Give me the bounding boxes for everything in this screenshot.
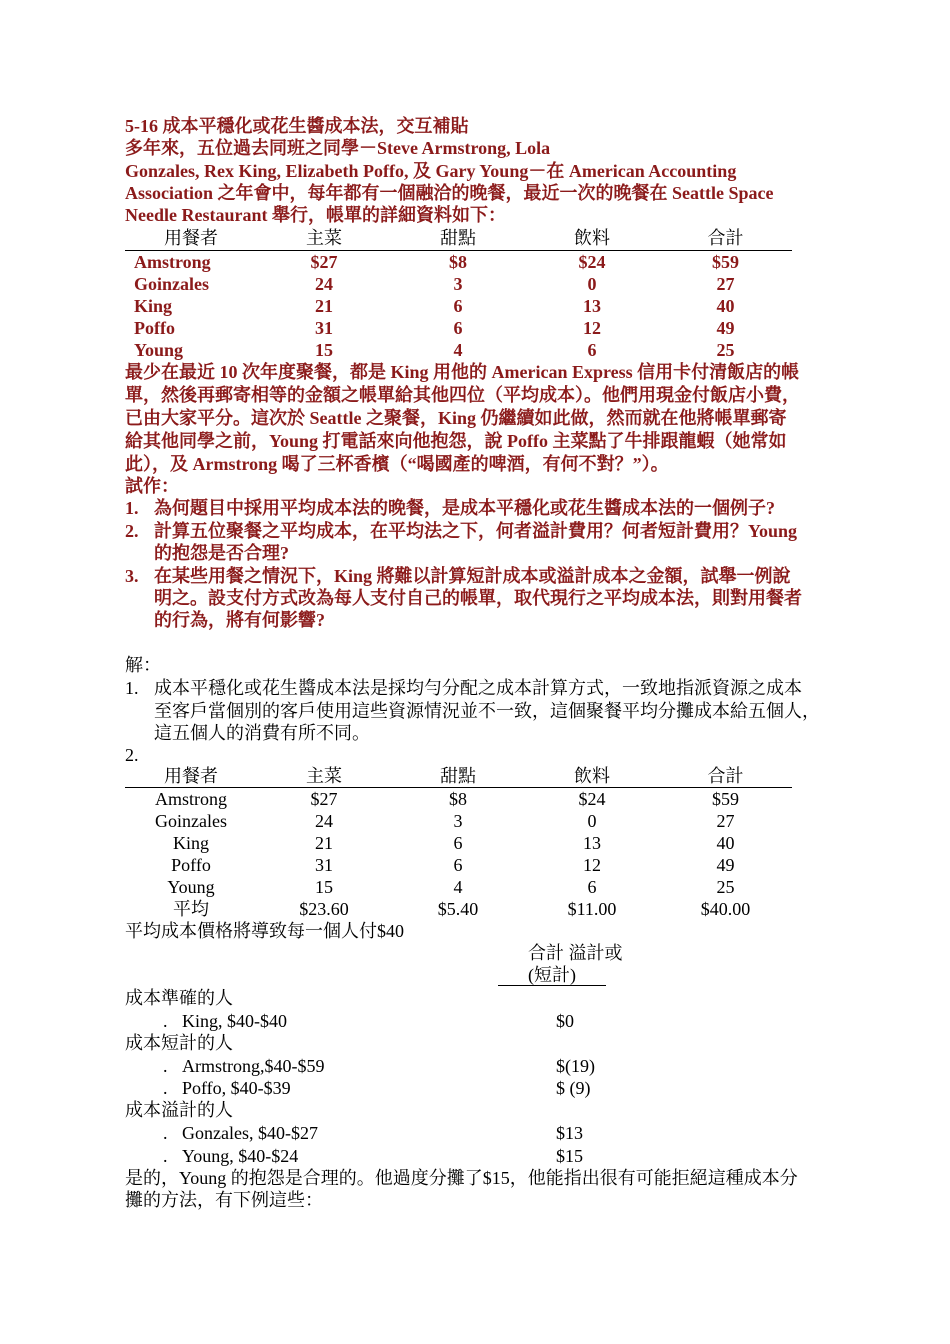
cell-diner: Young: [167, 877, 215, 897]
table-header-row: [125, 765, 792, 787]
cell-diner: 平均: [173, 899, 209, 919]
header-cell: 合計: [707, 766, 744, 786]
cell-dessert: $8: [449, 252, 467, 272]
cell-dessert: 6: [453, 833, 463, 853]
answer-text: 成本平穩化或花生醬成本法是採均勻分配之成本計算方式，一致地指派資源之成本: [154, 678, 802, 698]
cell-entree: $23.60: [299, 899, 349, 919]
cell-total: $59: [712, 789, 739, 809]
question-number: 1.: [125, 498, 139, 518]
table-row: [125, 810, 792, 832]
item-text: Armstrong,$40-$59: [182, 1056, 325, 1076]
problem-title: 5-16 成本平穩化或花生醬成本法，交互補貼: [125, 116, 469, 136]
average-note: 平均成本價格將導致每一個人付$40: [125, 921, 404, 941]
cell-drinks: $24: [578, 252, 606, 272]
answer-number: 2.: [125, 745, 139, 765]
table-header-row: [125, 227, 792, 249]
cell-dessert: 3: [453, 811, 463, 831]
story-line: 單，然後再郵寄相等的金額之帳單給其他四位（平均成本）。他們用現金付飯店小費，: [125, 385, 800, 405]
header-cell: 飲料: [574, 766, 610, 786]
cell-entree: 24: [315, 274, 333, 294]
table-row: [125, 876, 792, 898]
cell-drinks: 13: [583, 833, 601, 853]
header-cell: 甜點: [440, 766, 476, 786]
cell-diner: Poffo: [134, 318, 175, 338]
cell-entree: 21: [315, 833, 333, 853]
header-cell: 用餐者: [164, 228, 218, 248]
item-text: Poffo, $40-$39: [182, 1078, 291, 1098]
table-row: [125, 832, 792, 854]
cell-total: 25: [716, 340, 735, 360]
cell-dessert: 4: [453, 877, 463, 897]
cell-entree: 31: [315, 318, 333, 338]
table-row: [125, 339, 792, 361]
cell-entree: 31: [315, 855, 333, 875]
cell-diner: Amstrong: [134, 252, 211, 272]
question-text: 明之。設支付方式改為每人支付自己的帳單，取代現行之平均成本法，則對用餐者: [154, 588, 802, 608]
cell-entree: $27: [310, 789, 338, 809]
column-rule: [498, 985, 606, 986]
story-line: 已由大家平分。這次於 Seattle 之聚餐，King 仍繼續如此做，然而就在他將帳單郵寄: [125, 408, 787, 428]
cell-diner: Goinzales: [134, 274, 209, 294]
item-value: $13: [556, 1123, 583, 1143]
cell-diner: Amstrong: [155, 789, 227, 809]
answer-text: 至客戶當個別的客戶使用這些資源情況並不一致，這個聚餐平均分攤成本給五個人，: [154, 701, 820, 721]
cell-diner: Poffo: [171, 855, 211, 875]
bullet: .: [163, 1123, 168, 1143]
cell-dessert: 6: [453, 318, 463, 338]
question-text: 計算五位聚餐之平均成本，在平均法之下，何者溢計費用？何者短計費用？Young: [154, 521, 798, 541]
header-cell: 主菜: [306, 766, 342, 786]
item-text: King, $40-$40: [182, 1011, 287, 1031]
cell-entree: 24: [315, 811, 333, 831]
cell-drinks: 6: [587, 877, 597, 897]
cell-dessert: 6: [453, 296, 463, 316]
group-label: 成本短計的人: [125, 1033, 233, 1053]
column-header: 合計 溢計或: [528, 943, 623, 963]
question-text: 的行為，將有何影響?: [154, 610, 325, 630]
column-header: (短計): [528, 965, 576, 985]
cell-total: 40: [716, 296, 735, 316]
answer-number: 1.: [125, 678, 139, 698]
cell-drinks: 0: [587, 274, 597, 294]
question-text: 在某些用餐之情況下，King 將難以計算短計成本或溢計成本之金額，試舉一例說: [154, 566, 791, 586]
intro-line: Association 之年會中，每年都有一個融洽的晚餐，最近一次的晚餐在 Seattle Space: [125, 183, 774, 203]
cell-dessert: $8: [449, 789, 467, 809]
table-row: [125, 295, 792, 317]
story-line: 最少在最近 10 次年度聚餐，都是 King 用他的 American Express 信用卡付清飯店的帳: [125, 362, 800, 382]
group-label: 成本準確的人: [125, 988, 233, 1008]
table-row-average: [125, 898, 792, 920]
answer-text: 這五個人的消費有所不同。: [154, 723, 370, 743]
item-text: Young, $40-$24: [182, 1146, 299, 1166]
cell-entree: 15: [315, 877, 333, 897]
item-value: $15: [556, 1146, 583, 1166]
table-row: [125, 788, 792, 810]
intro-line: Gonzales, Rex King, Elizabeth Poffo, 及 Gary Young－在 American Accounting: [125, 161, 737, 181]
cell-dessert: 4: [453, 340, 463, 360]
cell-total: 49: [716, 318, 735, 338]
cell-total: 40: [716, 833, 735, 853]
table-row: [125, 317, 792, 339]
question-number: 3.: [125, 566, 139, 586]
closing-line: 攤的方法，有下例這些：: [125, 1190, 323, 1210]
cell-total: $40.00: [700, 899, 751, 919]
cell-drinks: 12: [583, 855, 601, 875]
cell-dessert: $5.40: [437, 899, 479, 919]
table-row: [125, 251, 792, 273]
cell-diner: Young: [134, 340, 184, 360]
header-cell: 合計: [707, 228, 744, 248]
cell-total: 27: [716, 811, 735, 831]
bullet: .: [163, 1146, 168, 1166]
cell-drinks: 12: [583, 318, 601, 338]
cell-drinks: $24: [578, 789, 606, 809]
question-text: 的抱怨是否合理?: [154, 543, 289, 563]
story-line: 此），及 Armstrong 喝了三杯香檳（“喝國產的啤酒，有何不對？”）。: [125, 454, 669, 474]
cell-drinks: 0: [587, 811, 597, 831]
cell-total: 25: [716, 877, 735, 897]
cell-diner: King: [173, 833, 209, 853]
item-value: $(19): [556, 1056, 595, 1076]
item-value: $0: [556, 1011, 574, 1031]
cell-total: 27: [716, 274, 735, 294]
story-line: 給其他同學之前，Young 打電話來向他抱怨，說 Poffo 主菜點了牛排跟龍蝦（她常如: [125, 431, 787, 451]
cell-diner: King: [134, 296, 173, 316]
cell-entree: $27: [310, 252, 338, 272]
cell-diner: Goinzales: [155, 811, 227, 831]
cell-total: 49: [716, 855, 735, 875]
intro-line: 多年來，五位過去同班之同學－Steve Armstrong, Lola: [125, 138, 551, 158]
closing-line: 是的，Young 的抱怨是合理的。他過度分攤了$15，他能指出很有可能拒絕這種成本分: [125, 1168, 798, 1188]
bullet: .: [163, 1011, 168, 1031]
cell-drinks: 13: [583, 296, 601, 316]
task-label: 試作：: [125, 476, 179, 496]
header-cell: 用餐者: [164, 766, 218, 786]
table-row: [125, 273, 792, 295]
bullet: .: [163, 1056, 168, 1076]
table-row: [125, 854, 792, 876]
item-value: $ (9): [556, 1078, 591, 1098]
cell-entree: 15: [315, 340, 333, 360]
solution-label: 解：: [125, 655, 161, 675]
cell-dessert: 6: [453, 855, 463, 875]
intro-line: Needle Restaurant 舉行，帳單的詳細資料如下：: [125, 205, 506, 225]
cell-drinks: $11.00: [567, 899, 617, 919]
question-number: 2.: [125, 521, 139, 541]
cell-dessert: 3: [453, 274, 463, 294]
item-text: Gonzales, $40-$27: [182, 1123, 318, 1143]
question-text: 為何題目中採用平均成本法的晚餐，是成本平穩化或花生醬成本法的一個例子?: [154, 498, 775, 518]
group-label: 成本溢計的人: [125, 1100, 233, 1120]
cell-total: $59: [712, 252, 739, 272]
header-cell: 主菜: [306, 228, 342, 248]
cell-entree: 21: [315, 296, 333, 316]
header-cell: 甜點: [440, 228, 476, 248]
cell-drinks: 6: [587, 340, 597, 360]
header-cell: 飲料: [574, 228, 610, 248]
bullet: .: [163, 1078, 168, 1098]
